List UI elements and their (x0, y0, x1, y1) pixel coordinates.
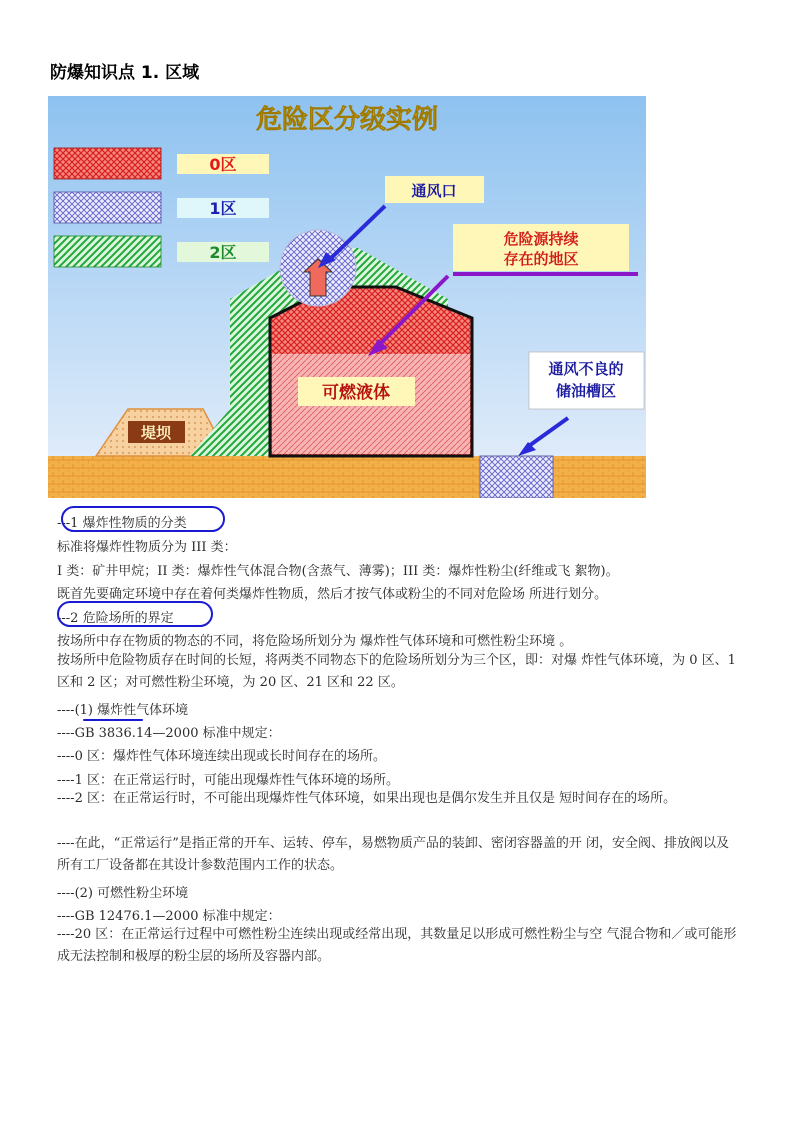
text-line-7: 按场所中危险物质存在时间的长短，将两类不同物态下的危险场所划分为三个区，即：对爆 炸性气体环境，为 0 区、1 区和 2 区；对可燃性粉尘环境，为 20 区、21 区和 22 区。 (57, 653, 736, 690)
text-line-2: 标准将爆炸性物质分为 III 类： (57, 540, 237, 555)
text-line-6: 按场所中存在物质的物态的不同，将危险场所划分为 爆炸性气体环境和可燃性粉尘环境 。 (57, 634, 573, 649)
highlight-underline (83, 719, 143, 721)
text-line-4: 既首先要确定环境中存在着何类爆炸性物质，然后才按气体或粉尘的不同对危险场 所进行划分。 (57, 587, 608, 602)
document-title: 防爆知识点 1. 区域 (50, 63, 200, 83)
tank-callout-line2: 储油槽区 (555, 382, 617, 400)
ground (48, 456, 646, 498)
highlight-circle-1 (61, 506, 225, 532)
text-line-16: ----20 区：在正常运行过程中可燃性粉尘连续出现或经常出现，其数量足以形成可燃性粉尘与空 气混合物和／或可能形成无法控制和极厚的粉尘层的场所及容器内部。 (57, 927, 737, 964)
text-line-3: I 类：矿井甲烷；II 类：爆炸性气体混合物(含蒸气、薄雾)；III 类：爆炸性粉尘(纤维或飞 絮物)。 (57, 564, 619, 579)
text-line-10: ----0 区：爆炸性气体环境连续出现或长时间存在的场所。 (57, 749, 386, 764)
legend-label-zone1: 1区 (209, 199, 237, 218)
figure-title: 危险区分级实例 (255, 105, 439, 135)
text-line-14: ----(2) 可燃性粉尘环境 (57, 886, 189, 901)
storage-tank (480, 456, 553, 498)
hazard-zone-diagram (48, 96, 646, 498)
legend-label-zone0: 0区 (209, 155, 237, 174)
dike-label: 堤坝 (140, 424, 172, 442)
legend-swatch-zone0 (54, 148, 161, 179)
legend-swatch-zone1 (54, 192, 161, 223)
legend-label-zone2: 2区 (209, 243, 237, 262)
liquid-label: 可燃液体 (322, 383, 390, 403)
source-callout-line1: 危险源持续 (503, 230, 579, 248)
text-line-1: ---1 爆炸性物质的分类 (57, 516, 187, 531)
highlight-circle-2 (57, 601, 213, 627)
text-line-9: ----GB 3836.14—2000 标准中规定： (57, 726, 281, 741)
legend-swatch-zone2 (54, 236, 161, 267)
text-line-8: ----(1) 爆炸性气体环境 (57, 703, 189, 718)
hazard-zone-figure (48, 96, 646, 498)
tank-callout-line1: 通风不良的 (548, 360, 624, 378)
text-line-15: ----GB 12476.1—2000 标准中规定： (57, 909, 281, 924)
vent-callout: 通风口 (411, 182, 457, 200)
text-line-5: ---2 危险场所的界定 (57, 611, 174, 626)
source-callout-line2: 存在的地区 (503, 250, 579, 268)
text-line-12: ----2 区：在正常运行时，不可能出现爆炸性气体环境，如果出现也是偶尔发生并且仅是 短时间存在的场所。 (57, 791, 677, 806)
text-line-11: ----1 区：在正常运行时，可能出现爆炸性气体环境的场所。 (57, 773, 399, 788)
text-line-13: ----在此，“正常运行”是指正常的开车、运转、停车，易燃物质产品的装卸、密闭容器盖的开 闭，安全阀、排放阀以及所有工厂设备都在其设计参数范围内工作的状态。 (57, 836, 729, 873)
